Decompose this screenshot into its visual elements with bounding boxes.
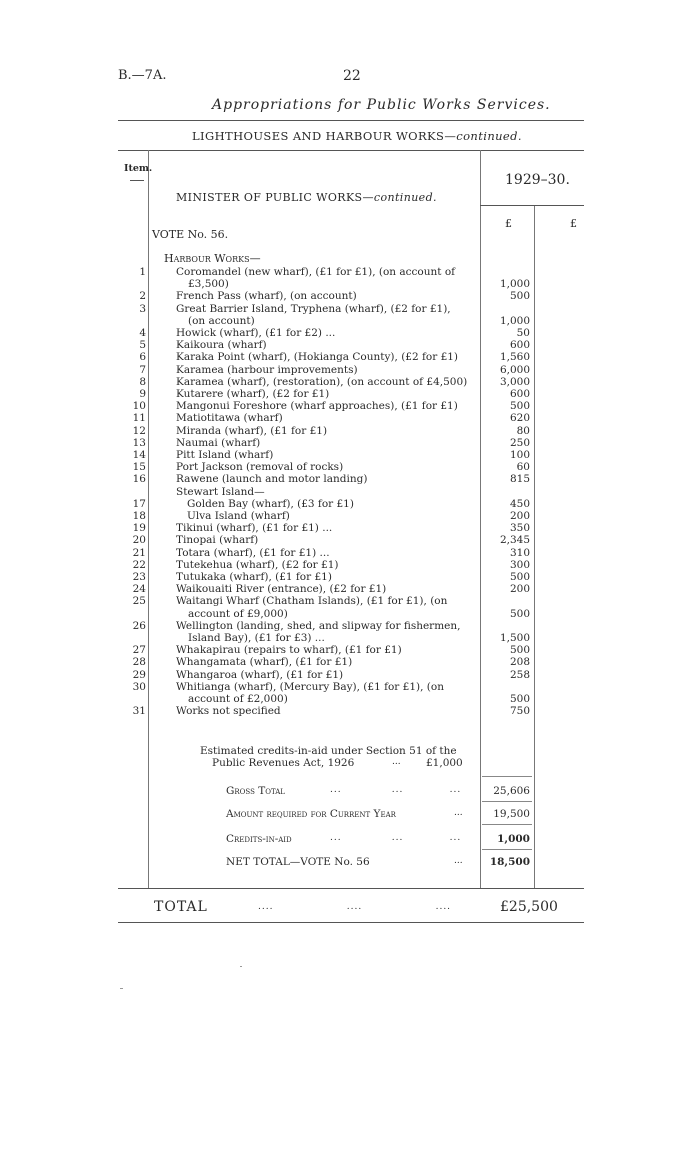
item-description: Pitt Island (wharf) bbox=[176, 449, 274, 461]
item-amount: 50 bbox=[516, 327, 530, 339]
table-row bbox=[0, 547, 700, 559]
table-row bbox=[0, 559, 700, 571]
credits-rule bbox=[482, 824, 532, 825]
amount-required-amount: 19,500 bbox=[493, 808, 530, 820]
table-row bbox=[0, 522, 700, 534]
item-amount: 450 bbox=[509, 497, 530, 510]
item-number: 6 bbox=[139, 351, 146, 364]
item-description: Whangaroa (wharf), (£1 for £1) bbox=[176, 668, 344, 681]
table-row bbox=[0, 376, 700, 388]
item-number: 5 bbox=[139, 339, 146, 352]
grand-total-amount: £25,500 bbox=[500, 899, 558, 915]
item-amount: 208 bbox=[509, 656, 530, 669]
table-row bbox=[0, 705, 700, 717]
item-number: 10 bbox=[132, 400, 146, 413]
table-row bbox=[0, 449, 700, 461]
item-amount: 600 bbox=[509, 339, 530, 352]
section-title bbox=[192, 129, 522, 143]
item-description: Waikouaiti River (entrance), (£2 for £1) bbox=[176, 583, 387, 596]
item-amount: 1,560 bbox=[499, 351, 530, 364]
item-number: 29 bbox=[132, 668, 146, 681]
table-row bbox=[0, 327, 700, 339]
item-description: Island Bay), (£1 for £3) ... bbox=[188, 631, 325, 644]
table-row bbox=[0, 583, 700, 595]
item-description: Rawene (launch and motor landing) bbox=[176, 473, 368, 486]
table-row bbox=[0, 425, 700, 437]
item-amount: 500 bbox=[509, 644, 530, 657]
item-number: 3 bbox=[139, 302, 146, 315]
item-number: 11 bbox=[132, 412, 146, 425]
item-description: (on account) bbox=[188, 314, 255, 327]
page-number: 22 bbox=[343, 68, 361, 84]
item-number: 18 bbox=[132, 510, 146, 522]
table-row bbox=[0, 473, 700, 485]
amount-required-rule bbox=[482, 801, 532, 802]
item-amount: 100 bbox=[509, 449, 530, 461]
item-number: 26 bbox=[132, 619, 146, 632]
ministry-heading bbox=[176, 191, 437, 204]
table-row bbox=[0, 400, 700, 412]
item-description: Matiotitawa (wharf) bbox=[176, 412, 283, 425]
item-number: 8 bbox=[139, 375, 146, 388]
table-row bbox=[0, 351, 700, 363]
net-total-rule bbox=[482, 849, 532, 850]
credits-note-line-1: Estimated credits-in-aid under Section 51 of the bbox=[200, 745, 457, 757]
item-number: 12 bbox=[132, 424, 146, 437]
gross-total-label: Gross Total bbox=[226, 785, 285, 797]
item-description: Naumai (wharf) bbox=[176, 436, 261, 449]
table-row bbox=[0, 498, 700, 510]
table-row bbox=[0, 510, 700, 522]
item-description: Tinopai (wharf) bbox=[176, 534, 259, 547]
table-row bbox=[0, 644, 700, 656]
table-row bbox=[0, 571, 700, 583]
item-description: Howick (wharf), (£1 for £2) ... bbox=[176, 327, 336, 339]
item-description: Works not specified bbox=[176, 705, 281, 718]
table-row bbox=[0, 388, 700, 400]
item-number: 9 bbox=[139, 388, 146, 400]
item-number: 28 bbox=[132, 656, 146, 669]
item-number: 22 bbox=[132, 558, 146, 571]
net-total-amount: 18,500 bbox=[489, 856, 530, 868]
item-description: Ulva Island (wharf) bbox=[187, 510, 290, 522]
item-number: 27 bbox=[132, 644, 146, 657]
item-description: Kaikoura (wharf) bbox=[176, 339, 267, 352]
item-number: 23 bbox=[132, 571, 146, 583]
item-amount: 60 bbox=[516, 461, 530, 474]
item-amount: 310 bbox=[509, 546, 530, 559]
item-number: 1 bbox=[139, 266, 146, 278]
header-rule bbox=[118, 120, 584, 121]
stray-mark bbox=[240, 966, 242, 967]
table-row bbox=[0, 339, 700, 351]
year-column-header: 1929–30. bbox=[505, 172, 570, 188]
item-amount: 815 bbox=[509, 473, 530, 486]
table-row bbox=[0, 534, 700, 546]
item-amount: 3,000 bbox=[499, 375, 530, 388]
amount-required-dots: ... bbox=[454, 808, 463, 818]
item-amount: 620 bbox=[509, 412, 530, 425]
item-description: Mangonui Foreshore (wharf approaches), (£1 for £1) bbox=[176, 400, 458, 413]
item-amount: 80 bbox=[516, 424, 530, 437]
item-amount: 200 bbox=[509, 583, 530, 596]
item-description: Miranda (wharf), (£1 for £1) bbox=[176, 424, 328, 437]
section-title-text: LIGHTHOUSES AND HARBOUR WORKS bbox=[192, 129, 445, 143]
net-total-label: NET TOTAL—VOTE No. 56 bbox=[226, 856, 370, 868]
item-amount: 250 bbox=[509, 436, 530, 449]
item-amount: 600 bbox=[509, 388, 530, 400]
credits-note-dots: ... bbox=[392, 757, 401, 767]
credits-note-amount: £1,000 bbox=[426, 757, 463, 769]
table-row bbox=[0, 620, 700, 644]
page-title: Appropriations for Public Works Services. bbox=[212, 97, 551, 113]
item-amount: 6,000 bbox=[499, 363, 530, 376]
credits-in-aid-amount: 1,000 bbox=[497, 833, 530, 845]
item-description: Karamea (harbour improvements) bbox=[176, 363, 358, 376]
item-number: 19 bbox=[132, 522, 146, 535]
item-amount: 500 bbox=[509, 290, 530, 303]
item-number: 24 bbox=[132, 583, 146, 596]
gross-total-rule bbox=[482, 776, 532, 777]
table-top-rule bbox=[118, 150, 584, 151]
item-number: 7 bbox=[139, 363, 146, 376]
item-description: Stewart Island— bbox=[176, 485, 265, 498]
amount-required-label: Amount required for Current Year bbox=[226, 808, 396, 820]
section-title-suffix: —continued. bbox=[444, 129, 522, 143]
gross-total-dots: ... ... ... bbox=[330, 785, 462, 795]
item-description: Whitianga (wharf), (Mercury Bay), (£1 for £1), (on bbox=[176, 680, 444, 693]
document-reference: B.—7A. bbox=[118, 68, 167, 83]
item-amount: 1,500 bbox=[499, 631, 530, 644]
item-number: 17 bbox=[132, 497, 146, 510]
item-number: 16 bbox=[132, 473, 146, 486]
table-row bbox=[0, 656, 700, 668]
item-amount: 750 bbox=[509, 705, 530, 718]
item-description: Whangamata (wharf), (£1 for £1) bbox=[176, 656, 353, 669]
item-number: 31 bbox=[132, 705, 146, 718]
item-description: Tikinui (wharf), (£1 for £1) ... bbox=[176, 522, 333, 535]
credits-in-aid-label: Credits-in-aid bbox=[226, 833, 292, 845]
item-description: Karamea (wharf), (restoration), (on account of £4,500) bbox=[176, 375, 468, 388]
item-amount: 200 bbox=[509, 510, 530, 522]
item-description: Tutukaka (wharf), (£1 for £1) bbox=[176, 571, 332, 583]
table-bottom-rule bbox=[118, 888, 584, 889]
item-description: Kutarere (wharf), (£2 for £1) bbox=[176, 388, 330, 400]
item-amount: 500 bbox=[509, 692, 530, 705]
stray-mark bbox=[120, 988, 123, 989]
item-amount: 500 bbox=[509, 571, 530, 583]
item-description: Waitangi Wharf (Chatham Islands), (£1 for £1), (on bbox=[176, 595, 448, 608]
item-column-header: Item. bbox=[124, 163, 153, 174]
item-number: 20 bbox=[132, 534, 146, 547]
item-number: 21 bbox=[132, 546, 146, 559]
item-amount: 500 bbox=[509, 607, 530, 620]
table-row bbox=[0, 412, 700, 424]
item-description: French Pass (wharf), (on account) bbox=[176, 290, 357, 303]
item-description: Port Jackson (removal of rocks) bbox=[176, 461, 344, 474]
credits-in-aid-dots: ... ... ... bbox=[330, 833, 462, 843]
item-description: account of £2,000) bbox=[188, 692, 288, 705]
table-row bbox=[0, 437, 700, 449]
harbour-works-subheading: Harbour Works— bbox=[164, 252, 261, 265]
item-number: 2 bbox=[139, 290, 146, 303]
item-number: 15 bbox=[132, 461, 146, 474]
item-description: Totara (wharf), (£1 for £1) ... bbox=[176, 546, 330, 559]
item-header-underline bbox=[130, 180, 144, 181]
item-amount: 258 bbox=[509, 668, 530, 681]
table-row bbox=[0, 266, 700, 290]
year-header-rule bbox=[480, 205, 584, 206]
table-row bbox=[0, 486, 700, 498]
grand-total-label: TOTAL bbox=[154, 899, 208, 915]
item-amount: 500 bbox=[509, 400, 530, 413]
table-row bbox=[0, 681, 700, 705]
item-amount: 1,000 bbox=[499, 314, 530, 327]
ministry-heading-text: MINISTER OF PUBLIC WORKS bbox=[176, 191, 363, 204]
vote-heading: VOTE No. 56. bbox=[152, 228, 229, 241]
item-amount: 2,345 bbox=[499, 534, 530, 547]
item-number: 13 bbox=[132, 436, 146, 449]
table-row bbox=[0, 669, 700, 681]
net-total-dots: ... bbox=[454, 856, 463, 866]
item-amount: 300 bbox=[509, 558, 530, 571]
item-description: account of £9,000) bbox=[188, 607, 288, 620]
item-number: 30 bbox=[132, 680, 146, 693]
item-number: 14 bbox=[132, 449, 146, 461]
table-row bbox=[0, 290, 700, 302]
item-description: Wellington (landing, shed, and slipway for fishermen, bbox=[176, 619, 461, 632]
grand-total-dots: .... .... .... bbox=[258, 902, 452, 912]
item-amount: 350 bbox=[509, 522, 530, 535]
item-description: Tutekehua (wharf), (£2 for £1) bbox=[176, 558, 339, 571]
table-row bbox=[0, 364, 700, 376]
item-description: £3,500) bbox=[188, 278, 229, 291]
currency-symbol: £ bbox=[505, 217, 512, 230]
table-row bbox=[0, 461, 700, 473]
currency-symbol-second: £ bbox=[570, 217, 577, 230]
item-number: 4 bbox=[139, 327, 146, 339]
credits-note-line-2: Public Revenues Act, 1926 bbox=[212, 757, 355, 769]
table-row bbox=[0, 303, 700, 327]
item-description: Golden Bay (wharf), (£3 for £1) bbox=[187, 497, 354, 510]
item-description: Great Barrier Island, Tryphena (wharf), (£2 for £1), bbox=[176, 302, 451, 315]
item-number: 25 bbox=[132, 595, 146, 608]
table-row bbox=[0, 595, 700, 619]
footer-rule bbox=[118, 922, 584, 923]
gross-total-amount: 25,606 bbox=[493, 785, 530, 797]
ministry-heading-suffix: —continued. bbox=[362, 191, 437, 204]
item-amount: 1,000 bbox=[499, 278, 530, 291]
item-description: Coromandel (new wharf), (£1 for £1), (on account of bbox=[176, 266, 456, 278]
item-description: Karaka Point (wharf), (Hokianga County), (£2 for £1) bbox=[176, 351, 459, 364]
item-description: Whakapirau (repairs to wharf), (£1 for £1) bbox=[176, 644, 402, 657]
